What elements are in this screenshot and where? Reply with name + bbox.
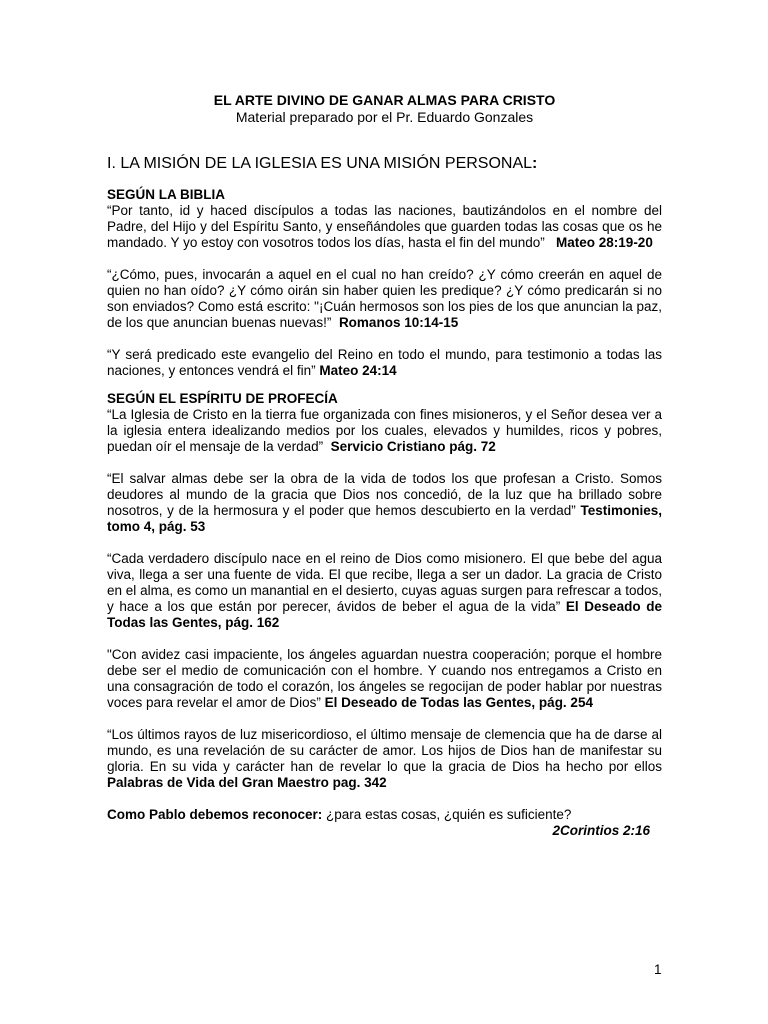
quote-mateo-28: [107, 203, 662, 251]
quote-deseado-162: [107, 551, 662, 631]
quote-deseado-254: [107, 647, 662, 711]
quote-text: “¿Cómo, pues, invocarán a aquel en el cual no han creído? ¿Y cómo creerán en aquel de quien no han oído? ¿Y cómo oirán sin haber quien les predique? ¿Y cómo predicarán si no son enviados? Como está escrito: "¡Cuán hermosos son los pies de los que anuncian la paz, de los que anuncian buenas nuevas!”: [107, 267, 662, 330]
closing-reference: 2Corintios 2:16: [552, 823, 650, 838]
document-page: [107, 92, 662, 839]
quote-servicio-cristiano: [107, 407, 662, 455]
quote-reference: Mateo 24:14: [319, 363, 397, 378]
section-heading-text: I. LA MISIÓN DE LA IGLESIA ES UNA MISIÓN PERSONAL: [107, 155, 533, 172]
section-heading-colon: :: [532, 155, 538, 172]
document-subtitle: Material preparado por el Pr. Eduardo Gonzales: [235, 109, 534, 125]
page-number: 1: [654, 962, 662, 977]
quote-reference: Palabras de Vida del Gran Maestro pag. 342: [107, 775, 387, 790]
quote-text: “El salvar almas debe ser la obra de la vida de todos los que profesan a Cristo. Somos deudores al mundo de la gracia que Dios nos concedió, de la luz que ha brillado sobre nosotros, y de la hermosura y el poder que hemos descubierto en la verdad”: [107, 471, 662, 518]
quote-text: “Cada verdadero discípulo nace en el reino de Dios como misionero. El que bebe del agua viva, llega a ser una fuente de vida. El que recibe, llega a ser un dador. La gracia de Cristo en el alma, es como un manantial en el desierto, cuyas aguas surgen para refrescar a todos, y hace a los que están por perecer, ávidos de beber el agua de la vida”: [107, 551, 662, 614]
profecia-heading: SEGÚN EL ESPÍRITU DE PROFECÍA: [107, 391, 338, 406]
document-title: EL ARTE DIVINO DE GANAR ALMAS PARA CRISTO: [213, 92, 556, 108]
quote-reference: El Deseado de Todas las Gentes, pág. 254: [324, 695, 593, 710]
quote-text: “Los últimos rayos de luz misericordioso, el último mensaje de clemencia que ha de darse al mundo, es una revelación de su carácter de amor. Los hijos de Dios han de manifestar su gloria. En su vida y carácter han de revelar lo que la gracia de Dios ha hecho por ellos: [107, 727, 662, 774]
quote-testimonies: [107, 471, 662, 535]
closing-label: Como Pablo debemos reconocer:: [107, 807, 323, 822]
quote-reference: Testimonies, tomo 4, pág. 53: [107, 503, 662, 534]
quote-text: “Por tanto, id y haced discípulos a todas las naciones, bautizándolos en el nombre del Padre, del Hijo y del Espíritu Santo, y enseñándoles que guarden todas las cosas que os he mandado. Y yo estoy con vosotros todos los días, hasta el fin del mundo”: [107, 203, 662, 250]
quote-reference: El Deseado de Todas las Gentes, pág. 162: [107, 599, 662, 630]
closing-text: ¿para estas cosas, ¿quién es suficiente?: [322, 807, 572, 822]
quote-mateo-24: [107, 347, 662, 379]
quote-romanos-10: [107, 267, 662, 331]
quote-palabras-de-vida: [107, 727, 662, 791]
section-heading: [107, 154, 662, 173]
quote-reference: Romanos 10:14-15: [338, 315, 459, 330]
quote-text: “La Iglesia de Cristo en la tierra fue organizada con fines misioneros, y el Señor desea ver a la iglesia entera idealizando medios por los cuales, elevados y humildes, ricos y pobres, puedan oír el mensaje de la verdad”: [107, 407, 662, 454]
quote-text: "Con avidez casi impaciente, los ángeles aguardan nuestra cooperación; porque el hombre debe ser el medio de comunicación con el hombre. Y cuando nos entregamos a Cristo en una consagración de todo el corazón, los ángeles se regocijan de poder hablar por nuestras voces para revelar el amor de Dios”: [107, 647, 662, 710]
biblia-heading: SEGÚN LA BIBLIA: [107, 187, 225, 202]
closing-line: [107, 807, 662, 823]
quote-text: “Y será predicado este evangelio del Reino en todo el mundo, para testimonio a todas las naciones, y entonces vendrá el fin”: [107, 347, 662, 378]
quote-reference: Servicio Cristiano pág. 72: [330, 439, 496, 454]
quote-reference: Mateo 28:19-20: [556, 235, 653, 250]
